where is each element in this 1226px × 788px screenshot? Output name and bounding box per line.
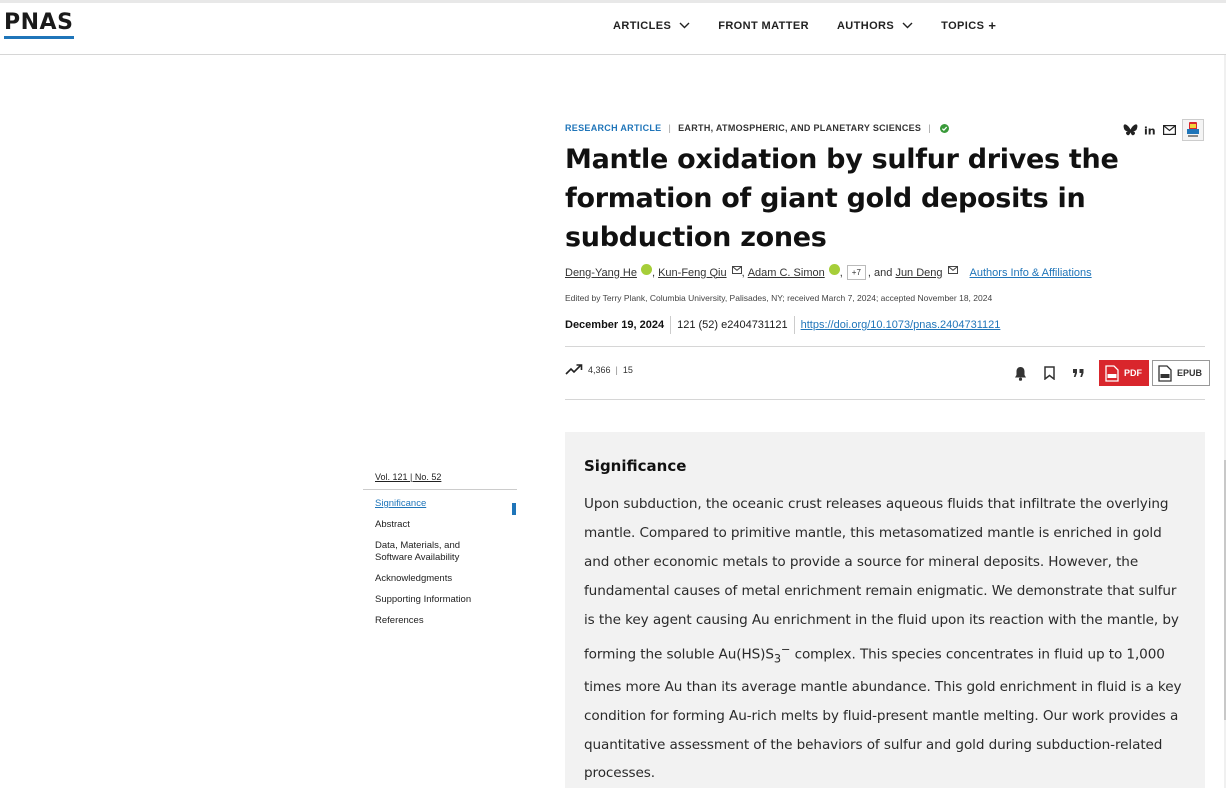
publication-info [565, 316, 1000, 334]
significance-text-part1: Upon subduction, the oceanic crust releases aqueous fluids that infiltrate the overlying mantle. Compared to primitive mantle, this metasomatized mantle is enriched in gold and other economic metals to provide a source for mineral deposits. However, the fundamental causes of metal enrichment remain enigmatic. We demonstrate that sulfur is the key agent causing Au enrichment in the fluid upon its reaction with the mantle, by forming the soluble Au(HS)S [584, 496, 1179, 663]
divider [565, 346, 1205, 347]
toc-item-abstract[interactable]: Abstract [375, 519, 410, 530]
author-separator: , [741, 266, 748, 279]
citation-info: 121 (52) e2404731121 [677, 319, 788, 331]
significance-text [584, 490, 1186, 788]
bluesky-icon[interactable] [1123, 124, 1138, 137]
pdf-label: PDF [1124, 368, 1142, 378]
email-share-icon[interactable] [1163, 125, 1176, 135]
toc-list [363, 498, 517, 627]
nav-topics-label: TOPICS [941, 19, 985, 32]
article-subject[interactable]: EARTH, ATMOSPHERIC, AND PLANETARY SCIENCES [678, 123, 922, 133]
author-link[interactable]: Jun Deng [895, 266, 943, 279]
nav-articles-label: ARTICLES [613, 19, 672, 32]
alert-button[interactable] [1011, 364, 1029, 382]
pdf-button[interactable] [1099, 360, 1149, 386]
divider [670, 316, 671, 334]
logo-underline [4, 36, 74, 39]
article-tools [1011, 360, 1210, 386]
divider [794, 316, 795, 334]
email-icon[interactable] [948, 266, 958, 274]
significance-text-part2: complex. This species concentrates in fluid up to 1,000 times more Au than its average mantle abundance. This gold enrichment in fluid is a key condition for forming Au-rich melts by fluid-present mantle melting. Our work provides a quantitative assessment of the behaviors of sulfur and gold during subduction-related processes. [584, 646, 1182, 782]
orcid-icon[interactable] [641, 264, 652, 275]
kicker-separator: | [928, 123, 931, 133]
publication-date: December 19, 2024 [565, 319, 665, 331]
more-authors-button[interactable]: +7 [847, 265, 866, 280]
author-and: , and [867, 266, 893, 279]
bell-icon [1014, 366, 1027, 381]
doi-link[interactable]: https://doi.org/10.1073/pnas.2404731121 [800, 319, 1001, 331]
editor-info: Edited by Terry Plank, Columbia University, Palisades, NY; received March 7, 2024; accepted November 18, 2024 [565, 293, 993, 303]
epub-button[interactable] [1152, 360, 1210, 386]
site-header [0, 3, 1226, 55]
svg-text:in: in [1144, 124, 1156, 136]
views-count: 4,366 [588, 364, 611, 375]
toc-active-marker [512, 503, 516, 515]
toc-item-data-availability[interactable]: Data, Materials, and Software Availability [375, 540, 461, 563]
toc-item-supporting-information[interactable]: Supporting Information [375, 594, 472, 605]
divider [565, 399, 1205, 400]
chevron-down-icon [902, 22, 913, 29]
nav-front-matter-label: FRONT MATTER [718, 19, 809, 32]
article-title: Mantle oxidation by sulfur drives the formation of giant gold deposits in subduction zones [565, 144, 1119, 253]
trending-icon [565, 364, 583, 375]
author-separator: , [839, 266, 843, 279]
significance-heading: Significance [584, 457, 687, 475]
toc-item-acknowledgments[interactable]: Acknowledgments [375, 573, 453, 584]
nav-authors[interactable] [837, 20, 913, 32]
divider [363, 489, 517, 490]
subscript: 3 [773, 650, 781, 665]
article-type[interactable]: RESEARCH ARTICLE [565, 123, 662, 133]
table-of-contents [363, 472, 517, 636]
toc-item-references[interactable]: References [375, 615, 424, 626]
bookmark-button[interactable] [1040, 364, 1058, 382]
orcid-icon[interactable] [829, 264, 840, 275]
author-separator: , [651, 266, 659, 279]
author-link[interactable]: Kun-Feng Qiu [658, 266, 727, 279]
kicker-separator: | [668, 123, 672, 133]
chevron-down-icon [679, 22, 690, 29]
article-kicker [565, 123, 949, 133]
email-icon[interactable] [732, 266, 742, 274]
main-nav [613, 18, 1024, 33]
plus-icon: + [988, 18, 997, 33]
linkedin-icon[interactable] [1144, 124, 1157, 136]
open-access-check-icon [940, 124, 949, 133]
share-toolbar [1123, 119, 1204, 141]
author-link[interactable]: Adam C. Simon [747, 266, 825, 279]
volume-issue-link[interactable]: Vol. 121 | No. 52 [375, 472, 442, 482]
nav-front-matter[interactable] [718, 20, 809, 32]
pnas-logo[interactable]: PNAS [4, 10, 74, 35]
quote-icon [1072, 368, 1085, 378]
affiliations-link[interactable]: Authors Info & Affiliations [969, 266, 1092, 279]
epub-label: EPUB [1177, 368, 1203, 378]
bookmark-icon [1044, 366, 1055, 380]
nav-topics[interactable] [941, 18, 996, 33]
significance-section [565, 432, 1205, 788]
nav-authors-label: AUTHORS [836, 19, 895, 32]
epub-file-icon [1158, 365, 1172, 382]
pdf-file-icon [1105, 365, 1119, 382]
author-link[interactable]: Deng-Yang He [565, 266, 637, 279]
crossmark-icon[interactable] [1182, 119, 1204, 141]
nav-articles[interactable] [613, 20, 690, 32]
citations-count: 15 [622, 364, 633, 375]
article-metrics[interactable] [565, 364, 633, 375]
metrics-separator: | [615, 364, 618, 375]
superscript: − [780, 641, 791, 656]
cite-button[interactable] [1069, 364, 1087, 382]
author-list [565, 265, 1092, 280]
toc-item-significance[interactable]: Significance [375, 498, 427, 509]
